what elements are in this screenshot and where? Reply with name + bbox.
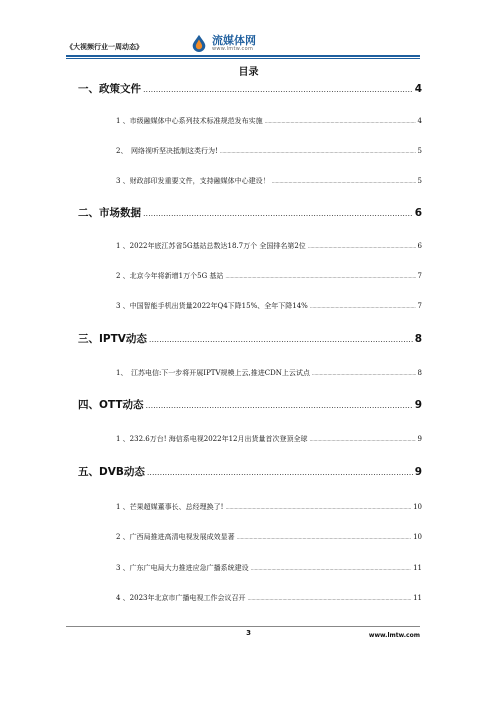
toc-item[interactable] [116,116,422,126]
toc-page-number: 8 [417,369,422,377]
site-logo[interactable] [190,34,256,52]
toc-item-label: 3 、财政部印发重要文件，支持融媒体中心建设！ [116,177,270,185]
dot-leader [149,335,413,344]
logo-name: 流媒体网 [212,33,256,47]
toc-page-number: 5 [417,147,422,155]
toc-item-label: 1、 江苏电信:下一步将开展IPTV规模上云,推进CDN上云试点 [116,369,310,377]
toc-page-number: 8 [414,333,422,345]
toc-page-number: 4 [414,83,422,95]
toc-section-label: 四、OTT动态 [78,399,144,411]
logo-drop-icon [190,34,208,52]
toc-page-number: 11 [413,594,422,602]
page-number: 3 [246,629,251,637]
toc-section[interactable] [78,81,422,96]
dot-leader [226,505,412,511]
toc-item-label: 4 、2023年北京市广播电视工作会议召开 [116,594,246,602]
footer-rule [66,626,420,627]
toc-item[interactable] [116,434,422,444]
toc-page-number: 5 [417,177,422,185]
toc-section-label: 三、IPTV动态 [78,333,147,345]
dot-leader [143,209,413,218]
toc-item[interactable] [116,146,422,156]
dot-leader [272,179,416,185]
toc-page-number: 9 [414,466,422,478]
toc-item[interactable] [116,502,422,512]
toc-page-number: 6 [414,207,422,219]
logo-url: www.lmtw.com [212,45,254,52]
dot-leader [147,468,413,477]
toc-page-number: 9 [417,435,422,443]
toc-item-label: 2 、广西局推进高清电视发展成效显著 [116,533,235,541]
toc-item[interactable] [116,176,422,186]
dot-leader [248,596,412,602]
toc-item[interactable] [116,593,422,603]
dot-leader [143,85,413,94]
toc-item[interactable] [116,368,422,378]
header-rule-thin [66,58,420,59]
toc-page-number: 7 [417,302,422,310]
toc-section-label: 二、市场数据 [78,207,141,219]
toc-section[interactable] [78,397,422,412]
toc-item[interactable] [116,271,422,281]
toc-page-number: 11 [413,564,422,572]
toc-page-number: 9 [414,399,422,411]
toc-item-label: 2、 网络视听坚决抵制这类行为! [116,147,218,155]
toc-section[interactable] [78,464,422,479]
toc-item-label: 3 、中国智能手机出货量2022年Q4下降15%、全年下降14% [116,302,308,310]
dot-leader [312,371,416,377]
dot-leader [310,304,416,310]
dot-leader [146,401,413,410]
toc-page-number: 4 [417,117,422,125]
toc-item-label: 1 、2022年底江苏省5G基站总数达18.7万个 全国排名第2位 [116,242,306,250]
toc-section-label: 一、政策文件 [78,83,141,95]
toc-page-number: 7 [417,272,422,280]
toc-item-label: 2 、北京今年将新增1万个5G 基站 [116,272,224,280]
toc-item[interactable] [116,301,422,311]
toc-page-number: 10 [413,533,422,541]
toc-item[interactable] [116,532,422,542]
dot-leader [237,535,411,541]
toc-item-label: 1 、232.6万台! 海信系电视2022年12月出货量首次登顶全球 [116,435,308,443]
toc-item-label: 3 、广东广电局大力推进应急广播系统建设 [116,564,249,572]
toc-title: 目录 [238,67,259,78]
toc-item[interactable] [116,241,422,251]
dot-leader [220,149,416,155]
toc-section[interactable] [78,205,422,220]
toc-section-label: 五、DVB动态 [78,466,145,478]
header-rule [66,55,420,57]
dot-leader [309,437,415,443]
dot-leader [308,244,416,250]
footer-url[interactable]: www.lmtw.com [368,632,420,639]
dot-leader [265,119,416,125]
toc-section[interactable] [78,331,422,346]
toc-page-number: 10 [413,503,422,511]
toc-page-number: 6 [417,242,422,250]
toc-item-label: 1 、芒果超媒董事长、总经理换了! [116,503,224,511]
dot-leader [251,566,411,572]
dot-leader [225,274,415,280]
publication-title: 《大视频行业一周动态》 [66,42,143,51]
toc-item-label: 1 、市级融媒体中心系列技术标准规范发布实施 [116,117,263,125]
toc-item[interactable] [116,563,422,573]
